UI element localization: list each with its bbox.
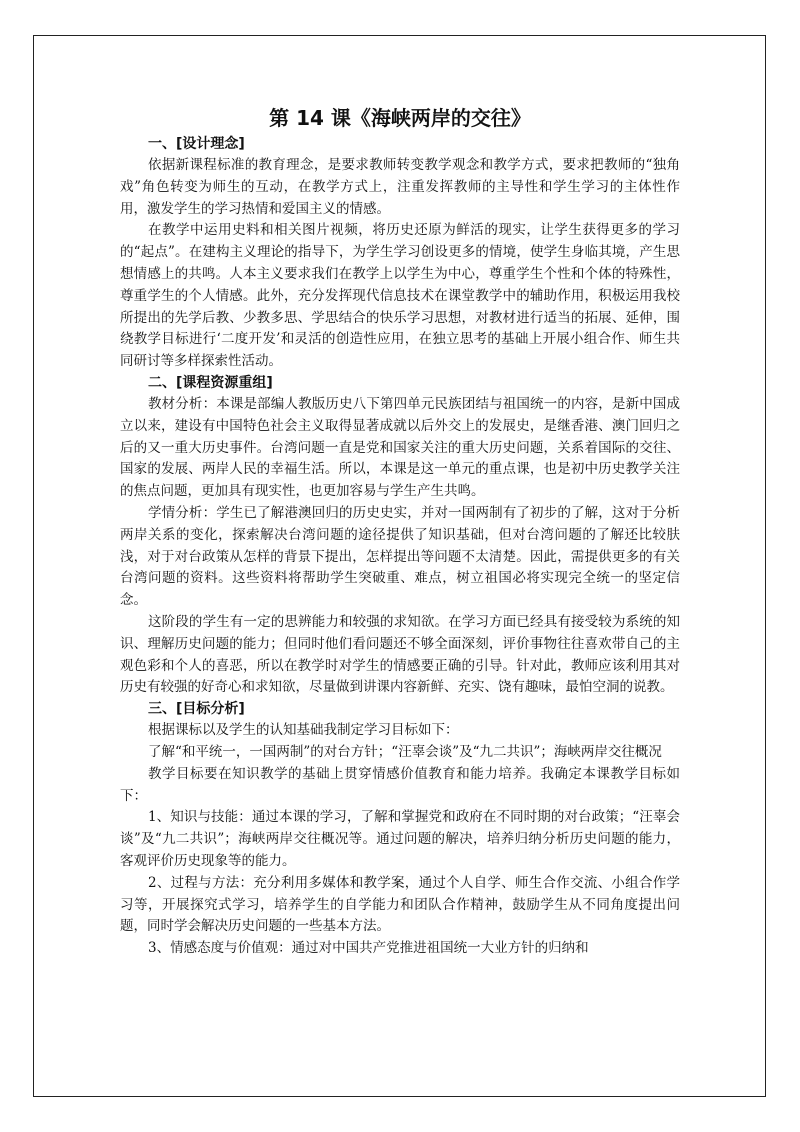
section-heading: 一、[设计理念] — [148, 136, 245, 152]
paragraph: 学情分析：学生已了解港澳回归的历史史实，并对一国两制有了初步的了解，这对于分析两岸关系的变化，探索解决台湾问题的途径提供了知识基础，但对台湾问题的了解还比较肤浅，对于对台政策从怎样的背景下提出，怎样提出等问题不太清楚。因此，需提供更多的有关台湾问题的资料。这些资料将帮助学生突破重、难点，树立祖国必将实现完全统一的坚定信念。 — [120, 504, 680, 609]
paragraph: 2、过程与方法：充分利用多媒体和教学案，通过个人自学、师生合作交流、小组合作学习等，开展探究式学习，培养学生的自学能力和团队合作精神，鼓励学生从不同角度提出问题，同时学会解决历史问题的一些基本方法。 — [120, 874, 680, 935]
document-body — [120, 103, 680, 960]
paragraph: 教学目标要在知识教学的基础上贯穿情感价值教育和能力培养。我确定本课教学目标如下： — [120, 765, 680, 804]
paragraph: 这阶段的学生有一定的思辨能力和较强的求知欲。在学习方面已经具有接受较为系统的知识、理解历史问题的能力；但同时他们看问题还不够全面深刻，评价事物往往喜欢带自己的主观色彩和个人的喜恶，所以在教学时对学生的情感要正确的引导。针对此，教师应该利用其对历史有较强的好奇心和求知欲，尽量做到讲课内容新鲜、充实、饶有趣味，最怕空洞的说教。 — [120, 613, 680, 696]
section-design-concept — [120, 134, 680, 373]
paragraph: 1、知识与技能：通过本课的学习，了解和掌握党和政府在不同时期的对台政策；“汪辜会谈”及“九二共识”；海峡两岸交往概况等。通过问题的解决，培养归纳分析历史问题的能力，客观评价历史现象等的能力。 — [120, 809, 680, 869]
paragraph: 根据课标以及学生的认知基础我制定学习目标如下： — [148, 722, 459, 739]
section-heading: 三、[目标分析] — [148, 701, 245, 718]
document-title: 第 14 课《海峡两岸的交往》 — [269, 106, 531, 130]
paragraph: 教材分析：本课是部编人教版历史八下第四单元民族团结与祖国统一的内容，是新中国成立以来，建设有中国特色社会主义取得显著成就以后外交上的发展史，是继香港、澳门回归之后的又一重大历史事件。台湾问题一直是党和国家关注的重大历史问题，关系着国际的交往、国家的发展、两岸人民的幸福生活。所以，本课是这一单元的重点课，也是初中历史教学关注的焦点问题，更加具有现实性，也更加容易与学生产生共鸣。 — [120, 395, 680, 500]
section-course-resources — [120, 373, 680, 699]
paragraph: 在教学中运用史料和相关图片视频，将历史还原为鲜活的现实，让学生获得更多的学习的“起点”。在建构主义理论的指导下，为学生学习创设更多的情境，使学生身临其境，产生思想情感上的共鸣。人本主义要求我们在教学上以学生为中心，尊重学生个性和个体的特殊性，尊重学生的个人情感。此外，充分发挥现代信息技术在课堂教学中的辅助作用，积极运用我校所提出的先学后教、少教多思、学思结合的快乐学习思想，对教材进行适当的拓展、延伸，围绕教学目标进行‘二度开发’和灵活的创造性应用，在独立思考的基础上开展小组合作、师生共同研讨等多样探索性活动。 — [120, 222, 680, 370]
section-heading: 二、[课程资源重组] — [148, 374, 273, 391]
paragraph: 依据新课程标准的教育理念，是要求教师转变教学观念和教学方式，要求把教师的“独角戏”角色转变为师生的互动，在教学方式上，注重发挥教师的主导性和学生学习的主体性作用，激发学生的学习热情和爱国主义的情感。 — [120, 157, 680, 217]
paragraph: 了解“和平统一，一国两制”的对台方针；“汪辜会谈”及“九二共识”；海峡两岸交往概况 — [148, 743, 662, 760]
paragraph: 3、情感态度与价值观：通过对中国共产党推进祖国统一大业方针的归纳和 — [148, 940, 589, 957]
section-goal-analysis — [120, 699, 680, 960]
